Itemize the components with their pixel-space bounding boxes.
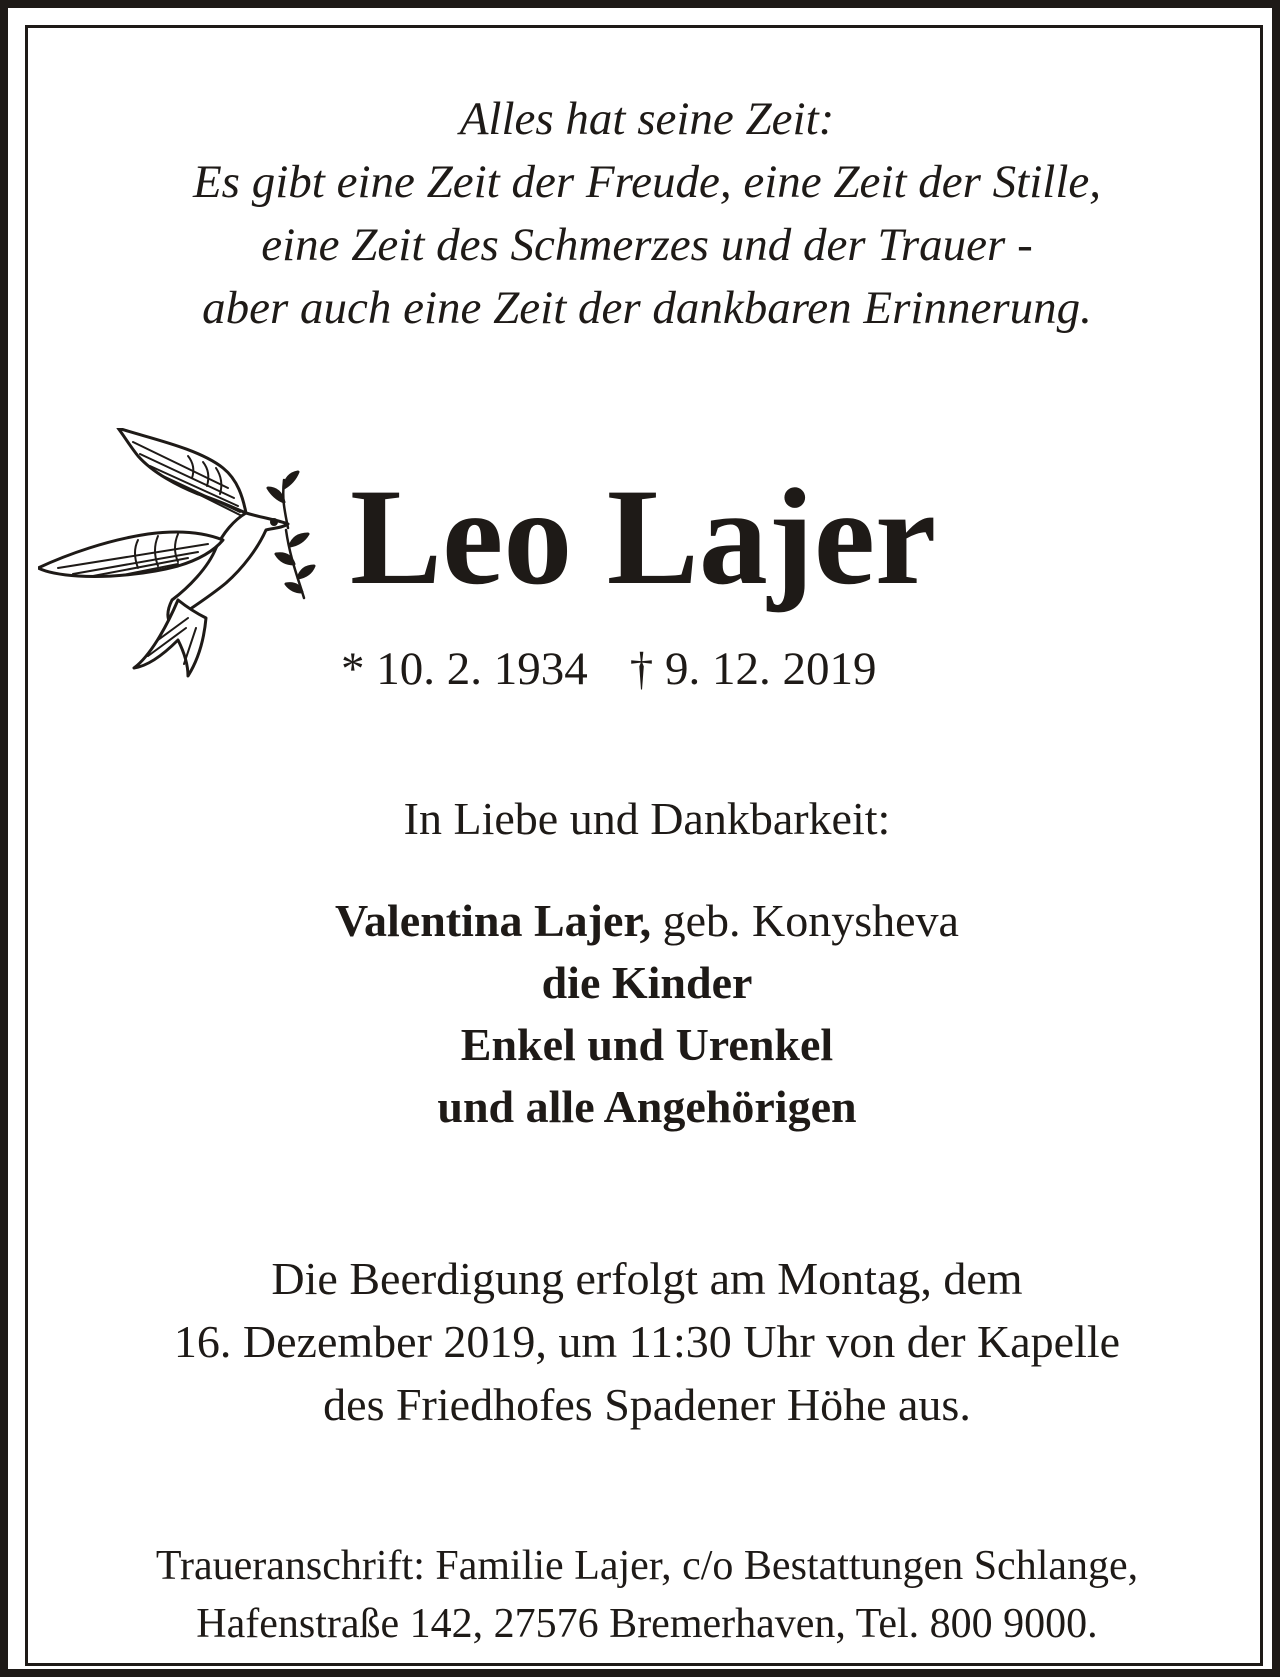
- widow-name: Valentina Lajer,: [335, 895, 652, 946]
- mourner-widow: [28, 890, 1266, 952]
- birth-date: * 10. 2. 1934: [341, 643, 588, 695]
- motto-line: Alles hat seine Zeit:: [459, 93, 835, 145]
- mourner-grandchildren: Enkel und Urenkel: [460, 1019, 834, 1070]
- funeral-notice: [28, 1247, 1266, 1436]
- gratitude-line: In Liebe und Dankbarkeit:: [403, 793, 891, 844]
- funeral-line: des Friedhofes Spadener Höhe aus.: [323, 1379, 971, 1430]
- motto-line: eine Zeit des Schmerzes und der Trauer -: [261, 219, 1033, 271]
- life-dates: [341, 643, 877, 695]
- motto-verse: [28, 88, 1266, 340]
- motto-line: Es gibt eine Zeit der Freude, eine Zeit der Stille,: [192, 156, 1102, 208]
- mourners-list: [28, 890, 1266, 1138]
- mourner-children: die Kinder: [541, 957, 753, 1008]
- widow-maiden-name: geb. Konysheva: [651, 895, 959, 946]
- address-line: Hafenstraße 142, 27576 Bremerhaven, Tel. 800 9000.: [196, 1601, 1098, 1647]
- funeral-line: 16. Dezember 2019, um 11:30 Uhr von der Kapelle: [173, 1316, 1121, 1367]
- address-line: Traueranschrift: Familie Lajer, c/o Bestattungen Schlange,: [155, 1543, 1139, 1589]
- condolence-address: [28, 1537, 1266, 1653]
- inner-frame: [25, 25, 1263, 1666]
- dove-with-olive-branch-icon: [38, 428, 320, 710]
- death-date: † 9. 12. 2019: [629, 643, 877, 695]
- motto-line: aber auch eine Zeit der dankbaren Erinnerung.: [202, 282, 1092, 334]
- funeral-line: Die Beerdigung erfolgt am Montag, dem: [271, 1253, 1023, 1304]
- mourner-relatives: und alle Angehörigen: [437, 1081, 857, 1132]
- deceased-name: Leo Lajer: [350, 460, 937, 613]
